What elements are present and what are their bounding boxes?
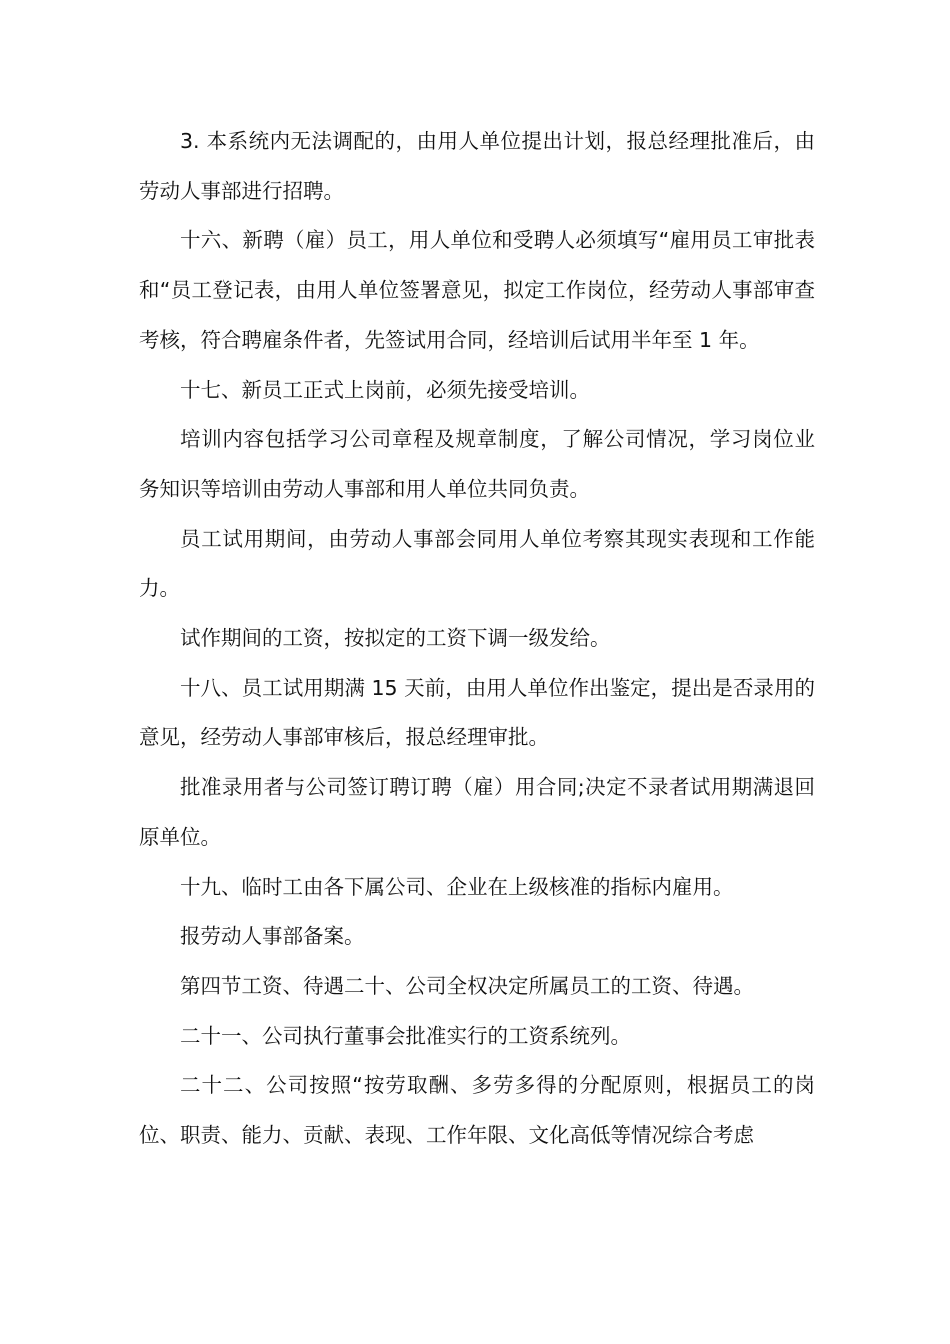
paragraph: 十八、员工试用期满 15 天前，由用人单位作出鉴定，提出是否录用的意见，经劳动人事部审核后，报总经理审批。 <box>139 675 815 750</box>
paragraph: 二十二、公司按照“按劳取酬、多劳多得的分配原则，根据员工的岗位、职责、能力、贡献、表现、工作年限、文化高低等情况综合考虑 <box>139 1073 815 1148</box>
paragraph: 十九、临时工由各下属公司、企业在上级核准的指标内雇用。 <box>180 874 734 899</box>
paragraph: 报劳动人事部备案。 <box>180 924 365 949</box>
paragraph: 十六、新聘（雇）员工，用人单位和受聘人必须填写“雇用员工审批表和“员工登记表，由用人单位签署意见，拟定工作岗位，经劳动人事部审查考核，符合聘雇条件者，先签试用合同，经培训后试用半年至 1 年。 <box>139 228 815 352</box>
paragraph: 二十一、公司执行董事会批准实行的工资系统列。 <box>180 1023 631 1048</box>
paragraph: 3. 本系统内无法调配的，由用人单位提出计划，报总经理批准后，由劳动人事部进行招聘。 <box>139 129 815 203</box>
paragraph: 培训内容包括学习公司章程及规章制度，了解公司情况，学习岗位业务知识等培训由劳动人事部和用人单位共同负责。 <box>139 427 815 501</box>
paragraph: 十七、新员工正式上岗前，必须先接受培训。 <box>180 377 590 402</box>
paragraph: 员工试用期间，由劳动人事部会同用人单位考察其现实表现和工作能力。 <box>139 526 815 601</box>
paragraph: 试作期间的工资，按拟定的工资下调一级发给。 <box>180 626 611 651</box>
paragraph: 批准录用者与公司签订聘订聘（雇）用合同;决定不录者试用期满退回原单位。 <box>139 775 815 849</box>
document-body <box>139 117 815 1161</box>
paragraph: 第四节工资、待遇二十、公司全权决定所属员工的工资、待遇。 <box>180 973 754 998</box>
